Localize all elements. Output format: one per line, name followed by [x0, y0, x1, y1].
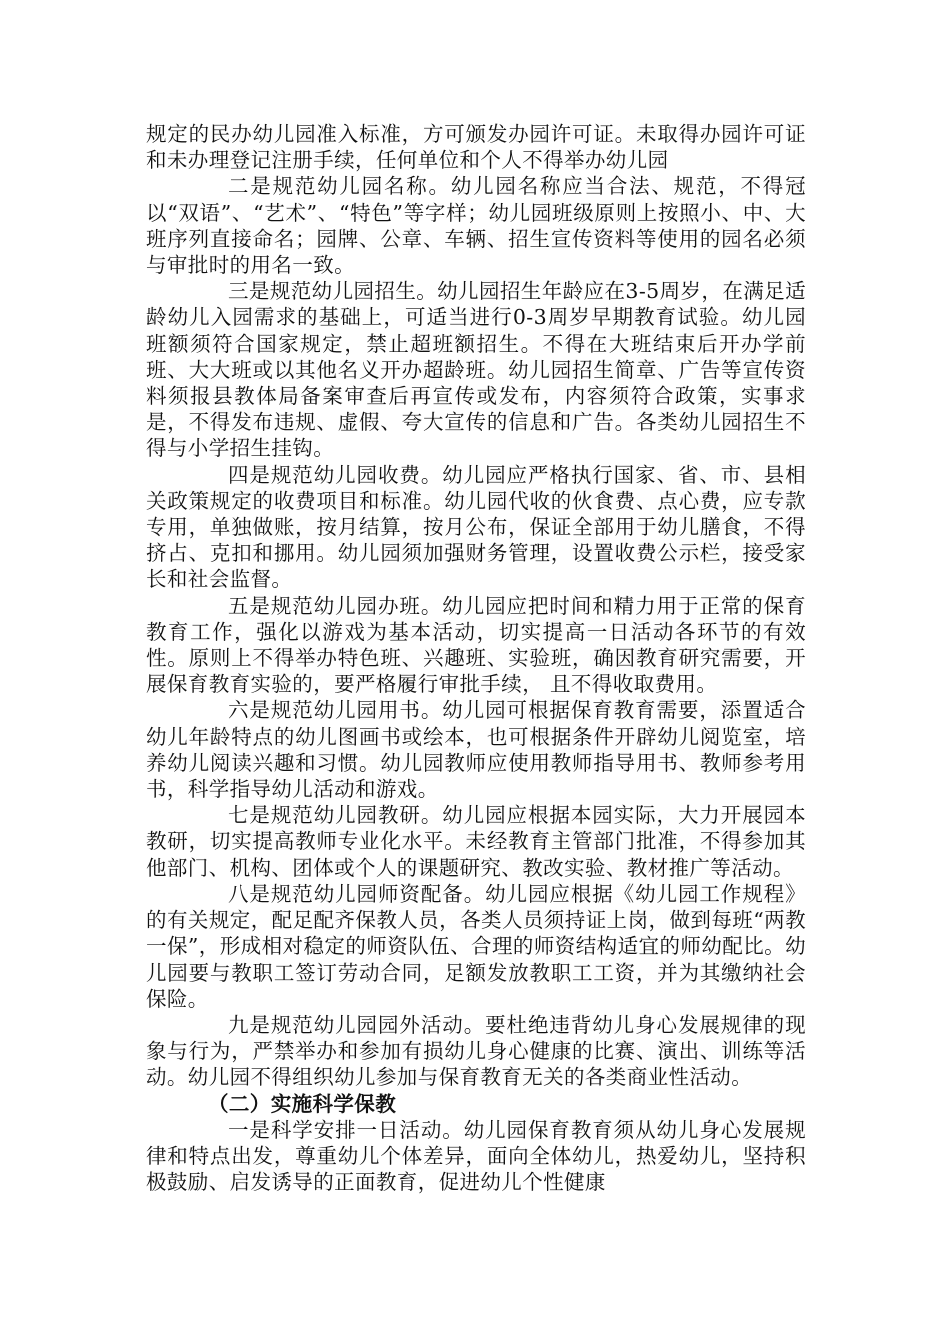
paragraph-classes: 五是规范幼儿园办班。幼儿园应把时间和精力用于正常的保育教育工作，强化以游戏为基本活动，切实提高一日活动各环节的有效性。原则上不得举办特色班、兴趣班、实验班，确因教育研究需要，开展保育教育实验的，要严格履行审批手续， 且不得收取费用。: [146, 593, 806, 697]
paragraph-daily-activities: 一是科学安排一日活动。幼儿园保育教育须从幼儿身心发展规律和特点出发，尊重幼儿个体差异，面向全体幼儿，热爱幼儿，坚持积极鼓励、启发诱导的正面教育，促进幼儿个性健康: [146, 1117, 806, 1195]
paragraph-teaching-research: 七是规范幼儿园教研。幼儿园应根据本园实际，大力开展园本教研，切实提高教师专业化水平。未经教育主管部门批准，不得参加其他部门、机构、团体或个人的课题研究、教改实验、教材推广等活动。: [146, 803, 806, 880]
document-body: [146, 121, 806, 1195]
paragraph-fees: 四是规范幼儿园收费。幼儿园应严格执行国家、省、市、县相关政策规定的收费项目和标准。幼儿园代收的伙食费、点心费，应专款专用，单独做账，按月结算，按月公布，保证全部用于幼儿膳食，不得挤占、克扣和挪用。幼儿园须加强财务管理，设置收费公示栏，接受家长和社会监督。: [146, 462, 806, 592]
paragraph-admission-standard: 规定的民办幼儿园准入标准，方可颁发办园许可证。未取得办园许可证和未办理登记注册手续，任何单位和个人不得举办幼儿园: [146, 122, 806, 173]
paragraph-kindergarten-name: 二是规范幼儿园名称。幼儿园名称应当合法、规范，不得冠以“双语”、“艺术”、“特色”等字样；幼儿园班级原则上按照小、中、大班序列直接命名；园牌、公章、车辆、招生宣传资料等使用的园名必须与审批时的用名一致。: [146, 174, 806, 278]
paragraph-staffing: 八是规范幼儿园师资配备。幼儿园应根据《幼儿园工作规程》的有关规定，配足配齐保教人员，各类人员须持证上岗，做到每班“两教一保”，形成相对稳定的师资队伍、合理的师资结构适宜的师幼配比。幼儿园要与教职工签订劳动合同，足额发放教职工工资，并为其缴纳社会保险。: [146, 881, 806, 1011]
paragraph-outdoor-activities: 九是规范幼儿园园外活动。要杜绝违背幼儿身心发展规律的现象与行为，严禁举办和参加有损幼儿身心健康的比赛、演出、训练等活动。幼儿园不得组织幼儿参加与保育教育无关的各类商业性活动。: [146, 1012, 806, 1090]
paragraph-books: 六是规范幼儿园用书。幼儿园可根据保育教育需要，添置适合幼儿年龄特点的幼儿图画书或绘本，也可根据条件开辟幼儿阅览室，培养幼儿阅读兴趣和习惯。幼儿园教师应使用教师指导用书、教师参考用书，科学指导幼儿活动和游戏。: [146, 698, 806, 802]
paragraph-enrollment: 三是规范幼儿园招生。幼儿园招生年龄应在3-5周岁，在满足适龄幼儿入园需求的基础上，可适当进行0-3周岁早期教育试验。幼儿园班额须符合国家规定，禁止超班额招生。不得在大班结束后开办学前班、大大班或以其他名义开办超龄班。幼儿园招生简章、广告等宣传资料须报县教体局备案审查后再宣传或发布，内容须符合政策，实事求是，不得发布违规、虚假、夸大宣传的信息和广告。各类幼儿园招生不得与小学招生挂钩。: [146, 279, 806, 461]
section-heading: （二）实施科学保教: [208, 1091, 397, 1116]
